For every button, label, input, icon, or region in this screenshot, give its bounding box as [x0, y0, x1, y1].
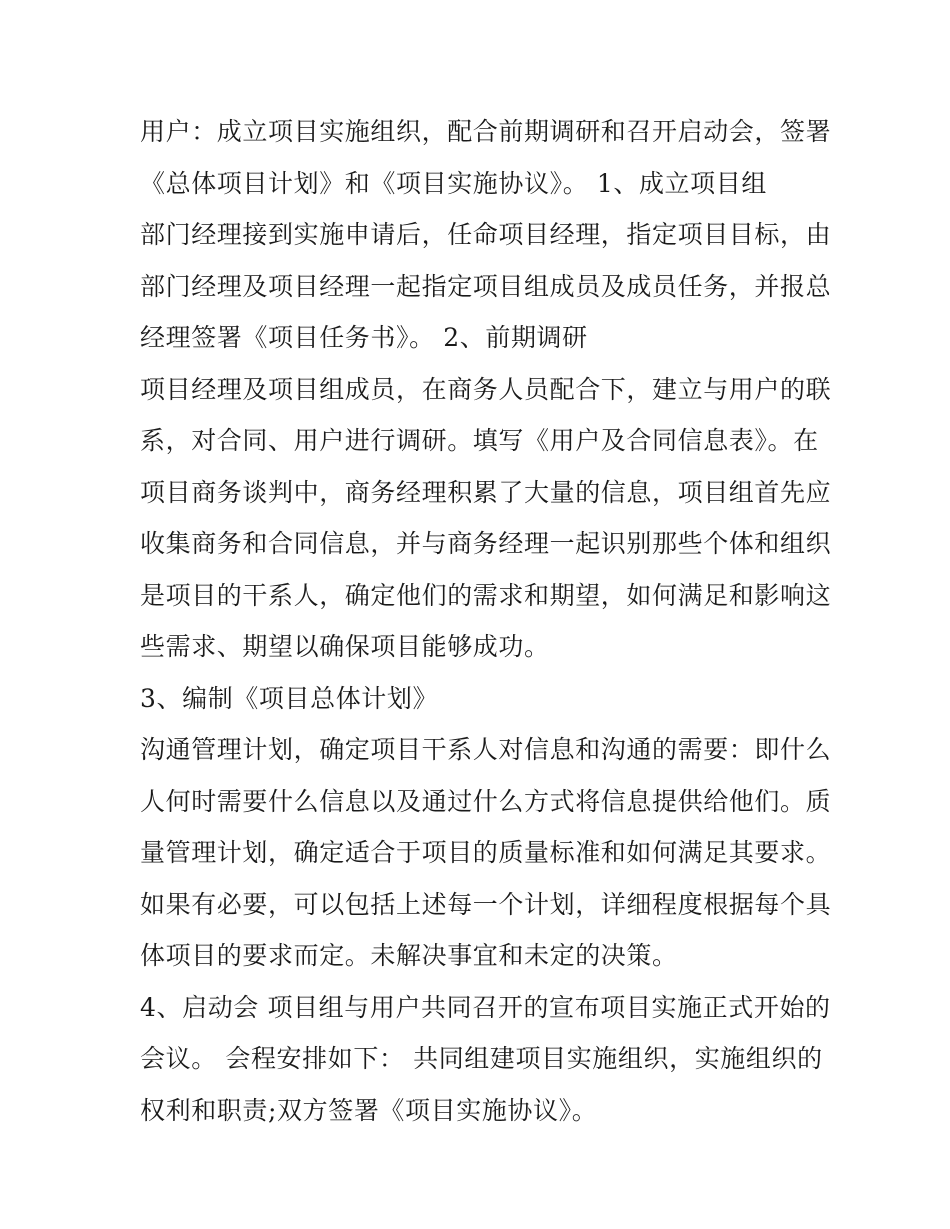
text-line: 系，对合同、用户进行调研。填写《用户及合同信息表》。在	[140, 426, 819, 455]
text-line: 项目商务谈判中，商务经理积累了大量的信息，项目组首先应	[140, 477, 832, 507]
text-line: 人何时需要什么信息以及通过什么方式将信息提供给他们。质	[140, 786, 832, 816]
text-line: 部门经理接到实施申请后，任命项目经理，指定项目目标，由	[140, 220, 832, 249]
text-line: 如果有必要，可以包括上述每一个计划，详细程度根据每个具	[140, 889, 832, 919]
text-line: 些需求、期望以确保项目能够成功。	[140, 632, 550, 661]
text-line: 沟通管理计划，确定项目干系人对信息和沟通的需要：即什么	[140, 735, 832, 764]
text-line: 收集商务和合同信息，并与商务经理一起识别那些个体和组织	[140, 529, 832, 558]
text-line: 用户：成立项目实施组织，配合前期调研和召开启动会，签署	[140, 117, 832, 146]
text-line: 量管理计划，确定适合于项目的质量标准和如何满足其要求。	[140, 838, 832, 867]
text-line: 权利和职责;双方签署《项目实施协议》。	[140, 1095, 598, 1125]
text-line: 项目经理及项目组成员，在商务人员配合下，建立与用户的联	[140, 374, 832, 404]
text-line: 4、启动会 项目组与用户共同召开的宣布项目实施正式开始的	[140, 992, 831, 1022]
text-line: 部门经理及项目经理一起指定项目组成员及成员任务，并报总	[140, 271, 832, 301]
section-heading: 3、编制《项目总体计划》	[140, 683, 439, 713]
text-line: 《总体项目计划》和《项目实施协议》。 1、成立项目组	[140, 168, 767, 198]
text-line: 是项目的干系人，确定他们的需求和期望，如何满足和影响这	[140, 580, 832, 610]
text-line: 经理签署《项目任务书》。 2、前期调研	[140, 323, 588, 352]
text-line: 会议。 会程安排如下： 共同组建项目实施组织，实施组织的	[140, 1044, 823, 1073]
document-body	[140, 106, 832, 1136]
text-line: 体项目的要求而定。未解决事宜和未定的决策。	[140, 941, 678, 970]
